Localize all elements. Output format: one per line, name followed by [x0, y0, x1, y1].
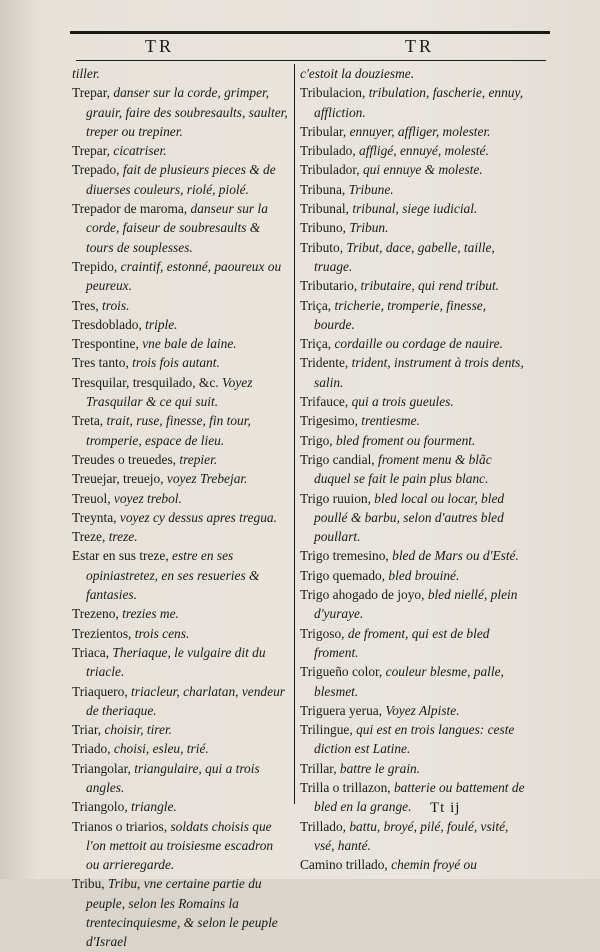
dictionary-entry: [72, 296, 288, 315]
entry-definition: froment menu & blãc duquel se fait le pain plus blanc.: [314, 451, 492, 487]
entry-headword: Camino trillado,: [300, 857, 392, 873]
dictionary-entry: [300, 334, 526, 353]
entry-headword: Trigesimo,: [300, 413, 362, 429]
dictionary-entry: [300, 276, 526, 295]
entry-definition: trident, instrument à trois dents, salin.: [314, 355, 524, 390]
entry-definition: choisir, tirer.: [104, 722, 173, 738]
entry-definition: affligé, ennuyé, molesté.: [359, 143, 489, 159]
dictionary-entry: [300, 411, 526, 430]
entry-definition: Tribune.: [348, 181, 394, 197]
entry-definition: battu, broyé, pilé, foulé, vsité, vsé, hanté.: [314, 818, 509, 853]
dictionary-entry: [72, 604, 288, 623]
entry-headword: Tribu,: [72, 876, 108, 892]
entry-definition: triangle.: [131, 799, 177, 815]
entry-headword: Treuol,: [72, 490, 114, 506]
entry-definition: bled froment ou fourment.: [335, 432, 476, 448]
dictionary-entry: [72, 334, 288, 353]
entry-headword: Trilla o trillazon,: [300, 779, 394, 795]
entry-definition: soldats choisis que l'on mettoit au troisiesme escadron ou arrieregarde.: [86, 818, 274, 873]
entry-definition: choisi, esleu, trié.: [113, 741, 209, 757]
dictionary-entry: [300, 199, 526, 218]
dictionary-entry: [72, 797, 288, 816]
dictionary-entry: [300, 450, 526, 489]
entry-headword: Trifauce,: [300, 394, 352, 410]
entry-definition: cordaille ou cordage de nauire.: [334, 336, 503, 352]
running-head-right: TR: [405, 36, 435, 56]
entry-headword: Trigo ruuion,: [300, 490, 375, 506]
dictionary-entry: [72, 257, 288, 296]
entry-headword: Triça,: [300, 336, 335, 352]
top-rule: [70, 31, 550, 34]
column-divider: [294, 64, 295, 804]
entry-definition: trois.: [102, 297, 130, 313]
entry-headword: Trillar,: [300, 760, 340, 776]
entry-headword: Trepado,: [72, 162, 123, 178]
header-rule: [76, 60, 546, 61]
dictionary-entry: [72, 141, 288, 160]
entry-definition: craintif, estonné, paoureux ou peureux.: [86, 258, 282, 294]
entry-headword: Treta,: [72, 413, 107, 429]
entry-headword: Tributario,: [300, 278, 361, 294]
entry-definition: Tribu, vne certaine partie du peuple, selon les Romains la trentecinquiesme, & selon le peuple d'Israel: [86, 876, 278, 950]
entry-headword: Trepar,: [72, 143, 114, 159]
entry-headword: Tribuna,: [300, 181, 349, 197]
entry-definition: treze.: [108, 529, 138, 545]
entry-definition: voyez Trebejar.: [166, 471, 248, 487]
dictionary-entry: [300, 585, 526, 624]
entry-headword: Trigo candial,: [300, 451, 378, 467]
entry-headword: Trianos o triarios,: [72, 818, 171, 834]
dictionary-entry: [72, 759, 288, 798]
entry-headword: Trigueño color,: [300, 664, 386, 680]
entry-definition: Voyez Alpiste.: [385, 702, 460, 718]
dictionary-entry: [300, 817, 526, 856]
dictionary-entry: [300, 122, 526, 141]
dictionary-entry: [72, 353, 288, 372]
entry-definition: batterie ou battement de bled en la grange.: [314, 779, 525, 815]
entry-headword: Treze,: [72, 529, 109, 545]
entry-definition: estre en ses opiniastretez, en ses resueries & fantasies.: [86, 548, 260, 603]
entry-headword: Tribunal,: [300, 201, 353, 217]
entry-headword: Triaquero,: [72, 683, 132, 699]
running-head-left: TR: [145, 36, 175, 56]
dictionary-entry: [72, 160, 288, 199]
entry-headword: Trigoso,: [300, 625, 348, 641]
dictionary-entry: [72, 315, 288, 334]
entry-headword: Triar,: [72, 722, 105, 738]
dictionary-entry: [300, 720, 526, 759]
dictionary-entry: [300, 353, 526, 392]
entry-headword: Tribular,: [300, 123, 350, 139]
dictionary-entry: [72, 624, 288, 643]
right-column: [300, 64, 526, 874]
entry-headword: Tres tanto,: [72, 355, 133, 371]
entry-headword: Trigo tremesino,: [300, 548, 393, 564]
entry-headword: Trezeno,: [72, 606, 123, 622]
entry-headword: Tres,: [72, 297, 103, 313]
dictionary-entry: [72, 527, 288, 546]
dictionary-entry: [72, 508, 288, 527]
entry-headword: Trilingue,: [300, 722, 357, 738]
dictionary-entry: [72, 720, 288, 739]
dictionary-entry: [300, 546, 526, 565]
entry-definition: ennuyer, affliger, molester.: [349, 123, 491, 139]
dictionary-entry: [300, 759, 526, 778]
entry-headword: Triguera yerua,: [300, 702, 386, 718]
entry-definition: Voyez Trasquilar & ce qui suit.: [86, 374, 253, 410]
entry-headword: Treynta,: [72, 509, 120, 525]
entry-headword: Tribuno,: [300, 220, 350, 236]
entry-headword: Trigo,: [300, 432, 336, 448]
entry-definition: bled brouiné.: [388, 567, 460, 583]
entry-definition: triacleur, charlatan, vendeur de theriaque.: [86, 683, 285, 718]
entry-headword: Tresquilar, tresquilado, &c.: [72, 374, 222, 390]
dictionary-entry: [300, 855, 526, 874]
entry-definition: trentiesme.: [361, 413, 420, 429]
entry-headword: Triangolar,: [72, 760, 135, 776]
entry-definition: couleur blesme, palle, blesmet.: [314, 664, 504, 699]
entry-definition: de froment, qui est de bled froment.: [314, 625, 490, 660]
entry-definition: danseur sur la corde, faiseur de soubresaults & tours de souplesses.: [86, 201, 268, 255]
entry-headword: Treuejar, treuejo,: [72, 471, 167, 487]
entry-definition: cicatriser.: [113, 143, 167, 159]
entry-definition: danser sur la corde, grimper, grauir, faire des soubresaults, saulter, treper ou trepiner.: [86, 85, 288, 139]
dictionary-entry: [72, 682, 288, 721]
dictionary-entry: [300, 778, 526, 817]
entry-definition: voyez trebol.: [113, 490, 182, 506]
dictionary-entry: [72, 64, 288, 83]
entry-headword: Trespontine,: [72, 336, 143, 352]
dictionary-entry: [72, 199, 288, 257]
entry-headword: Trillado,: [300, 818, 350, 834]
entry-definition: vne bale de laine.: [142, 336, 237, 352]
entry-headword: Tribulado,: [300, 143, 360, 159]
entry-definition: tributaire, qui rend tribut.: [360, 278, 500, 294]
entry-headword: Trepador de maroma,: [72, 201, 191, 217]
entry-definition: tribulation, fascherie, ennuy, affliction.: [314, 85, 524, 120]
entry-definition: triple.: [145, 316, 178, 332]
dictionary-entry: [300, 218, 526, 237]
dictionary-entry: [72, 373, 288, 412]
dictionary-entry: [300, 83, 526, 122]
entry-headword: Trigo ahogado de joyo,: [300, 587, 428, 603]
dictionary-entry: [300, 238, 526, 277]
dictionary-entry: [72, 489, 288, 508]
dictionary-entry: [300, 701, 526, 720]
entry-definition: trait, ruse, finesse, fin tour, tromperie, espace de lieu.: [86, 413, 251, 448]
entry-definition: qui ennuye & moleste.: [362, 162, 483, 178]
dictionary-entry: [300, 431, 526, 450]
entry-headword: Triado,: [72, 741, 114, 757]
entry-definition: Tribut, dace, gabelle, taille, truage.: [314, 239, 495, 274]
entry-headword: Treudes o treuedes,: [72, 451, 180, 467]
dictionary-entry: [300, 566, 526, 585]
entry-headword: Trezientos,: [72, 625, 135, 641]
entry-definition: fait de plusieurs pieces & de diuerses couleurs, riolé, piolé.: [86, 162, 276, 197]
entry-headword: Triangolo,: [72, 799, 132, 815]
entry-headword: Estar en sus treze,: [72, 548, 173, 564]
entry-definition: trois cens.: [134, 625, 190, 641]
dictionary-entry: [300, 64, 526, 83]
dictionary-entry: [300, 160, 526, 179]
left-column: [72, 64, 288, 952]
dictionary-entry: [72, 874, 288, 951]
dictionary-entry: [72, 83, 288, 141]
dictionary-entry: [300, 141, 526, 160]
entry-headword: Tresdoblado,: [72, 316, 146, 332]
entry-definition: tribunal, siege iudicial.: [352, 201, 478, 217]
dictionary-entry: [72, 469, 288, 488]
entry-headword: Triaca,: [72, 644, 113, 660]
dictionary-entry: [72, 411, 288, 450]
entry-definition: c'estoit la douziesme.: [300, 66, 415, 81]
signature-mark: Tt ij: [430, 800, 461, 816]
dictionary-entry: [300, 392, 526, 411]
dictionary-entry: [300, 624, 526, 663]
entry-definition: qui est en trois langues: ceste diction est Latine.: [314, 722, 515, 757]
dictionary-entry: [300, 180, 526, 199]
dictionary-entry: [300, 296, 526, 335]
entry-definition: voyez cy dessus apres tregua.: [119, 509, 277, 525]
entry-definition: Theriaque, le vulgaire dit du triacle.: [86, 644, 266, 680]
entry-definition: chemin froyé ou: [391, 857, 477, 873]
dictionary-entry: [300, 662, 526, 701]
entry-headword: Trepar,: [72, 85, 114, 101]
entry-headword: Trepido,: [72, 258, 121, 274]
entry-definition: tricherie, tromperie, finesse, bourde.: [314, 297, 487, 332]
dictionary-entry: [72, 643, 288, 682]
dictionary-entry: [72, 739, 288, 758]
entry-definition: qui a trois gueules.: [351, 394, 454, 410]
entry-definition: bled de Mars ou d'Esté.: [392, 548, 519, 564]
entry-definition: trois fois autant.: [132, 355, 220, 371]
entry-definition: trepier.: [179, 451, 218, 467]
entry-definition: trezies me.: [122, 606, 179, 622]
entry-headword: Tribulacion,: [300, 85, 369, 101]
entry-headword: Trigo quemado,: [300, 567, 389, 583]
entry-definition: battre le grain.: [339, 760, 421, 776]
entry-definition: bled local ou locar, bled poullé & barbu, selon d'autres bled poullart.: [314, 490, 505, 545]
entry-definition: tiller.: [72, 66, 100, 81]
dictionary-entry: [72, 817, 288, 875]
entry-headword: Tributo,: [300, 239, 347, 255]
entry-definition: Tribun.: [349, 220, 389, 236]
dictionary-entry: [300, 489, 526, 547]
entry-headword: Triça,: [300, 297, 335, 313]
dictionary-entry: [72, 450, 288, 469]
entry-definition: bled niellé, plein d'yuraye.: [314, 587, 518, 622]
entry-definition: triangulaire, qui a trois angles.: [86, 760, 260, 795]
dictionary-entry: [72, 546, 288, 604]
entry-headword: Tridente,: [300, 355, 352, 371]
entry-headword: Tribulador,: [300, 162, 363, 178]
